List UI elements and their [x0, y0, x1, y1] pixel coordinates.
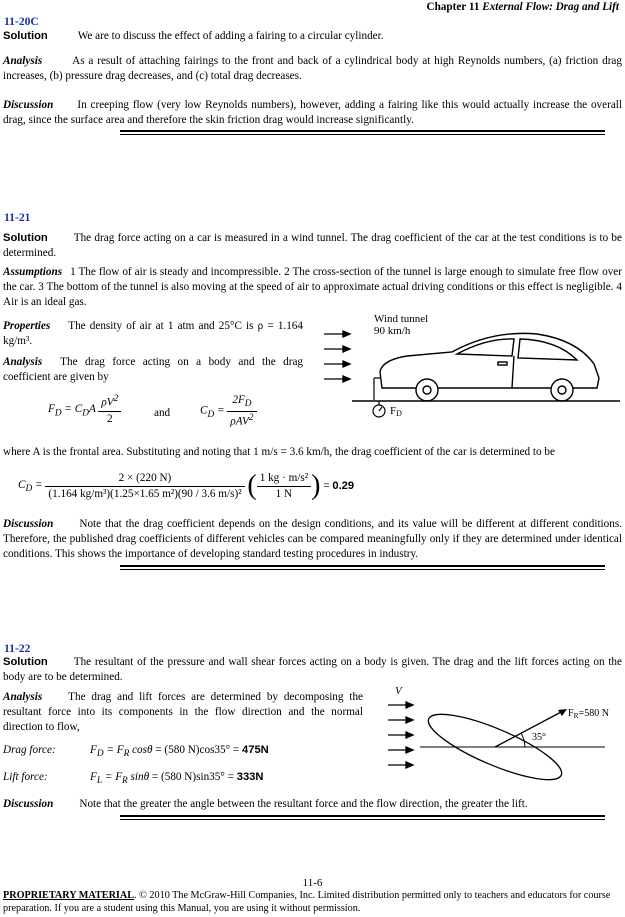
- analysis-label: Analysis: [3, 356, 43, 368]
- assumptions-label: Assumptions: [3, 266, 63, 278]
- flow-arrows: [388, 702, 413, 768]
- section-divider-thin: [120, 819, 605, 820]
- page-number: 11-6: [302, 877, 323, 889]
- section-divider-thin: [120, 569, 605, 570]
- discussion-label: Discussion: [3, 798, 54, 810]
- properties-text: The density of air at 1 atm and 25°C is ρ = 1.164 kg/m³.: [3, 320, 303, 347]
- cd-denominator: (1.164 kg/m³)(1.25×1.65 m²)(90 / 3.6 m/s)²: [48, 487, 242, 500]
- chapter-number: Chapter 11: [426, 1, 480, 13]
- resultant-force-arrow: [495, 711, 563, 747]
- p2-analysis: [3, 355, 303, 385]
- drag-coefficient-equation: $C_D$ = $\frac{2F_D}{\rho AV^2}$: [200, 393, 257, 429]
- analysis-text: The drag and lift forces are determined by decomposing the resultant force into its components in the flow direction and the normal direction to flow,: [3, 691, 363, 733]
- section-divider: [120, 815, 605, 817]
- solution-text: The drag force acting on a car is measured in a wind tunnel. The drag coefficient of the car at the test conditions is to be determined.: [3, 232, 622, 259]
- analysis-text: As a result of attaching fairings to the front and back of a cylindrical body at high Reynolds numbers, (a) friction drag increases, (b) pressure drag decreases, and (c) total drag decreases.: [3, 55, 622, 82]
- velocity-label: V: [395, 685, 402, 697]
- discussion-text: Note that the drag coefficient depends on the design conditions, and its value will be different at different conditions. Therefore, the published drag coefficients of different vehicles can be compared meaningfully only if they are determined under identical conditions. This shows the importance of developing standard testing procedures in industry.: [3, 518, 622, 560]
- cd-calculation: $C_D$ = $\frac{2 \times (220 N)}{\text{(1.164 kg/m³)(1.25×1.65 m²)(90 / 3.6 m/s)²}}$ ( $\frac{\text{1 kg · m/s²}}{1 N}$ ) = 0.29: [18, 470, 355, 501]
- section-divider: [120, 130, 605, 132]
- p2-discussion: [3, 517, 622, 561]
- drag-force-label-text: Drag force:: [3, 744, 56, 756]
- p3-analysis: [3, 690, 363, 734]
- analysis-label: Analysis: [3, 55, 43, 67]
- chapter-title: External Flow: Drag and Lift: [482, 1, 619, 13]
- conversion-numerator: 1 kg · m/s²: [257, 471, 311, 487]
- body-ellipse: [422, 702, 569, 783]
- force-gauge: [373, 378, 385, 417]
- conversion-denominator: 1 N: [275, 487, 293, 500]
- section-divider: [120, 565, 605, 567]
- p1-discussion: [3, 98, 622, 128]
- wind-speed-label: 90 km/h: [374, 325, 411, 337]
- drag-result: 475N: [242, 744, 269, 756]
- p2-substitution: where A is the frontal area. Substituting and noting that 1 m/s = 3.6 km/h, the drag coefficient of the car is determined to be: [3, 446, 555, 458]
- drag-force-label: FD: [390, 405, 402, 418]
- proprietary-text: . © 2010 The McGraw-Hill Companies, Inc. Limited distribution permitted only to teachers and educators for course preparation. If you are a student using this Manual, you are using it without permission.: [3, 890, 611, 914]
- problem-number-11-22: 11-22: [4, 642, 31, 655]
- solution-text: We are to discuss the effect of adding a fairing to a circular cylinder.: [77, 30, 384, 42]
- wind-tunnel-figure: [322, 312, 622, 422]
- resultant-force-figure: [385, 683, 622, 783]
- lift-force-calc: $F_L = F_R$ sinθ = (580 N)sin35° = 333N: [90, 771, 264, 787]
- and-word: and: [154, 407, 171, 419]
- problem-number-11-20c: 11-20C: [4, 15, 39, 28]
- solution-label: Solution: [3, 30, 48, 42]
- solution-text: The resultant of the pressure and wall shear forces acting on a body is given. The drag and the lift forces acting on the body are to be determined.: [3, 656, 622, 683]
- p2-properties: [3, 319, 303, 349]
- solution-label: Solution: [3, 656, 48, 668]
- car-drawing: [380, 333, 599, 401]
- wind-tunnel-label: Wind tunnel: [374, 313, 429, 325]
- cd-numerator: 2 × (220 N): [45, 471, 244, 487]
- drag-force-calc: $F_D = F_R$ cosθ = (580 N)cos35° = 475N: [90, 744, 269, 760]
- lift-force-label-text: Lift force:: [3, 771, 48, 783]
- drag-force-equation: $F_D = C_DA$ $\frac{\rho V^2}{2}$: [48, 393, 121, 426]
- p3-discussion: [3, 797, 622, 812]
- assumptions-text: 1 The flow of air is steady and incompressible. 2 The cross-section of the tunnel is large enough to simulate free flow over the car. 3 The bottom of the tunnel is also moving at the speed of air to approximate actual driving conditions or this effect is negligible. 4 Air is an ideal gas.: [3, 266, 622, 308]
- footer-notice: [3, 890, 622, 916]
- p3-solution: [3, 655, 622, 685]
- p2-assumptions: [3, 265, 622, 309]
- angle-label: 35°: [532, 732, 546, 743]
- solution-label: Solution: [3, 232, 48, 244]
- section-divider-thin: [120, 134, 605, 135]
- problem-number-11-21: 11-21: [4, 211, 31, 224]
- properties-label: Properties: [3, 320, 51, 332]
- p2-solution: [3, 231, 622, 261]
- resultant-force-label: $F_R=580$ N: [568, 708, 609, 720]
- discussion-label: Discussion: [3, 99, 54, 111]
- proprietary-label: PROPRIETARY MATERIAL: [3, 890, 135, 901]
- flow-arrows: [324, 331, 350, 382]
- discussion-label: Discussion: [3, 518, 54, 530]
- p1-solution: [3, 29, 622, 44]
- chapter-header: [426, 0, 619, 15]
- lift-result: 333N: [236, 771, 264, 783]
- discussion-text: Note that the greater the angle between the resultant force and the flow direction, the greater the lift.: [79, 798, 528, 810]
- analysis-label: Analysis: [3, 691, 43, 703]
- discussion-text: In creeping flow (very low Reynolds numbers), however, adding a fairing like this would actually increase the overall drag, since the surface area and therefore the skin friction drag would increase significantly.: [3, 99, 622, 126]
- analysis-text: The drag force acting on a body and the drag coefficient are given by: [3, 356, 303, 383]
- cd-result: 0.29: [332, 480, 355, 493]
- p1-analysis: [3, 54, 622, 84]
